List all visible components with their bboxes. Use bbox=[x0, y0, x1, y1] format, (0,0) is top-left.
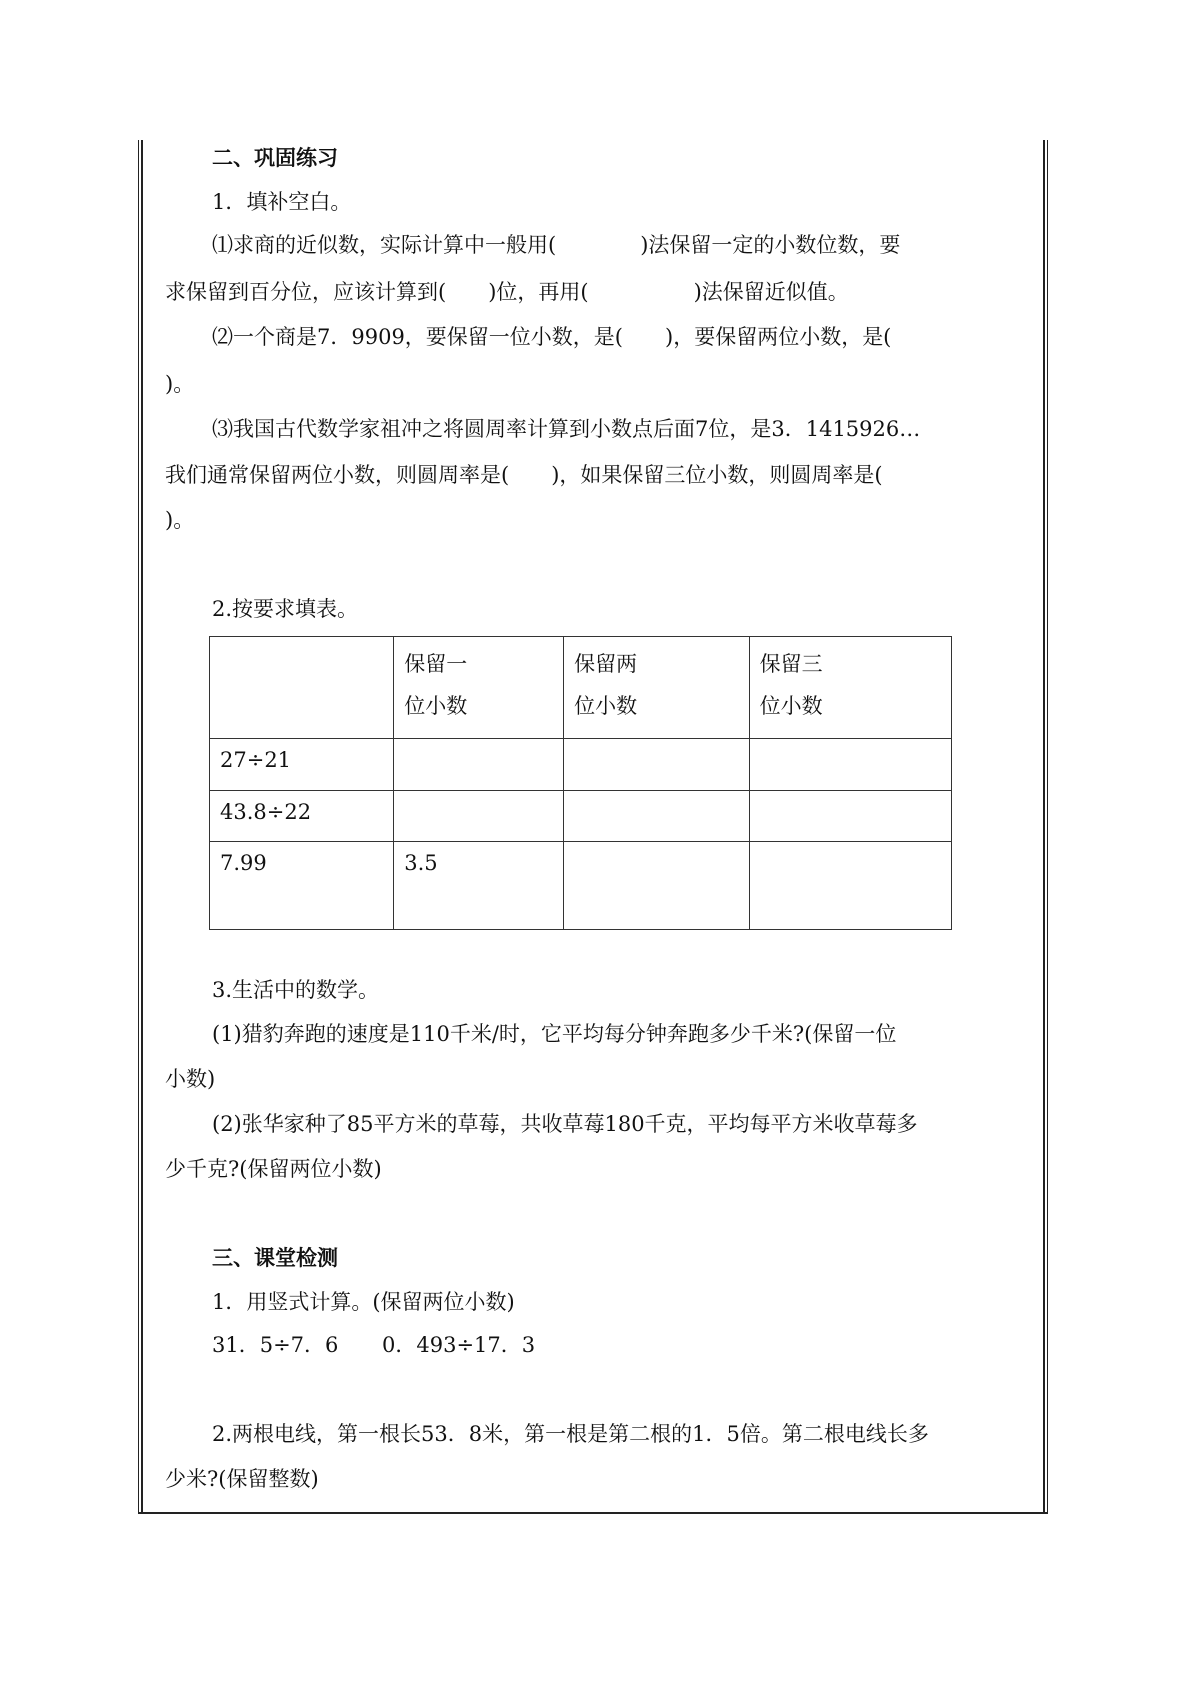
q3-2-line2: 少千克?(保留两位小数) bbox=[165, 1157, 382, 1181]
table-cell: 43.8÷22 bbox=[210, 791, 394, 842]
q1-2-line2: )。 bbox=[165, 372, 195, 396]
header-text: 保留一 位小数 bbox=[404, 652, 468, 718]
section3-q1-title: 1．用竖式计算。(保留两位小数) bbox=[212, 1290, 515, 1314]
q1-1-line1: ⑴求商的近似数，实际计算中一般用( )法保留一定的小数位数，要 bbox=[212, 233, 901, 257]
table-row bbox=[210, 791, 952, 842]
table-header-row bbox=[210, 637, 952, 739]
table-cell bbox=[749, 842, 951, 930]
section2-heading: 二、巩固练习 bbox=[212, 145, 338, 170]
table-header-cell bbox=[564, 637, 750, 739]
section3-expr1: 31．5÷7．6 bbox=[212, 1333, 339, 1357]
q1-3-line1: ⑶我国古代数学家祖冲之将圆周率计算到小数点后面7位，是3．1415926… bbox=[212, 417, 921, 441]
table-row bbox=[210, 739, 952, 791]
q3-1-line1: (1)猎豹奔跑的速度是110千米/时，它平均每分钟奔跑多少千米?(保留一位 bbox=[212, 1022, 897, 1046]
frame-left-border bbox=[138, 140, 143, 1514]
table-cell bbox=[564, 739, 750, 791]
section3-q2-line2: 少米?(保留整数) bbox=[165, 1467, 319, 1491]
q3-2-line1: (2)张华家种了85平方米的草莓，共收草莓180千克，平均每平方米收草莓多 bbox=[212, 1112, 918, 1136]
table-cell bbox=[749, 739, 951, 791]
q1-2-line1: ⑵一个商是7．9909，要保留一位小数，是( )，要保留两位小数，是( bbox=[212, 325, 892, 349]
table-cell bbox=[564, 842, 750, 930]
q1-3-line2: 我们通常保留两位小数，则圆周率是( )，如果保留三位小数，则圆周率是( bbox=[165, 463, 883, 487]
table-header-cell bbox=[394, 637, 564, 739]
section3-expr2: 0．493÷17．3 bbox=[382, 1333, 536, 1357]
q3-1-line2: 小数) bbox=[165, 1067, 216, 1091]
section3-q2-line1: 2.两根电线，第一根长53．8米，第一根是第二根的1．5倍。第二根电线长多 bbox=[212, 1422, 929, 1446]
q1-3-line3: )。 bbox=[165, 508, 195, 532]
q1-1-line2: 求保留到百分位，应该计算到( )位，再用( )法保留近似值。 bbox=[165, 280, 849, 304]
q3-title: 3.生活中的数学。 bbox=[212, 978, 380, 1002]
rounding-table bbox=[209, 636, 952, 930]
q1-title: 1．填补空白。 bbox=[212, 190, 352, 214]
frame-right-border bbox=[1043, 140, 1048, 1514]
frame-bottom-border bbox=[138, 1512, 1048, 1514]
header-text: 保留三 位小数 bbox=[759, 652, 823, 718]
table-cell: 3.5 bbox=[394, 842, 564, 930]
table-cell bbox=[394, 739, 564, 791]
table-cell: 7.99 bbox=[210, 842, 394, 930]
q2-title: 2.按要求填表。 bbox=[212, 597, 359, 621]
table-row bbox=[210, 842, 952, 930]
table-cell: 27÷21 bbox=[210, 739, 394, 791]
section3-heading: 三、课堂检测 bbox=[212, 1245, 338, 1270]
table-cell bbox=[564, 791, 750, 842]
table-cell bbox=[749, 791, 951, 842]
table-header-cell bbox=[749, 637, 951, 739]
header-text: 保留两 位小数 bbox=[574, 652, 638, 718]
table-header-cell bbox=[210, 637, 394, 739]
table-cell bbox=[394, 791, 564, 842]
